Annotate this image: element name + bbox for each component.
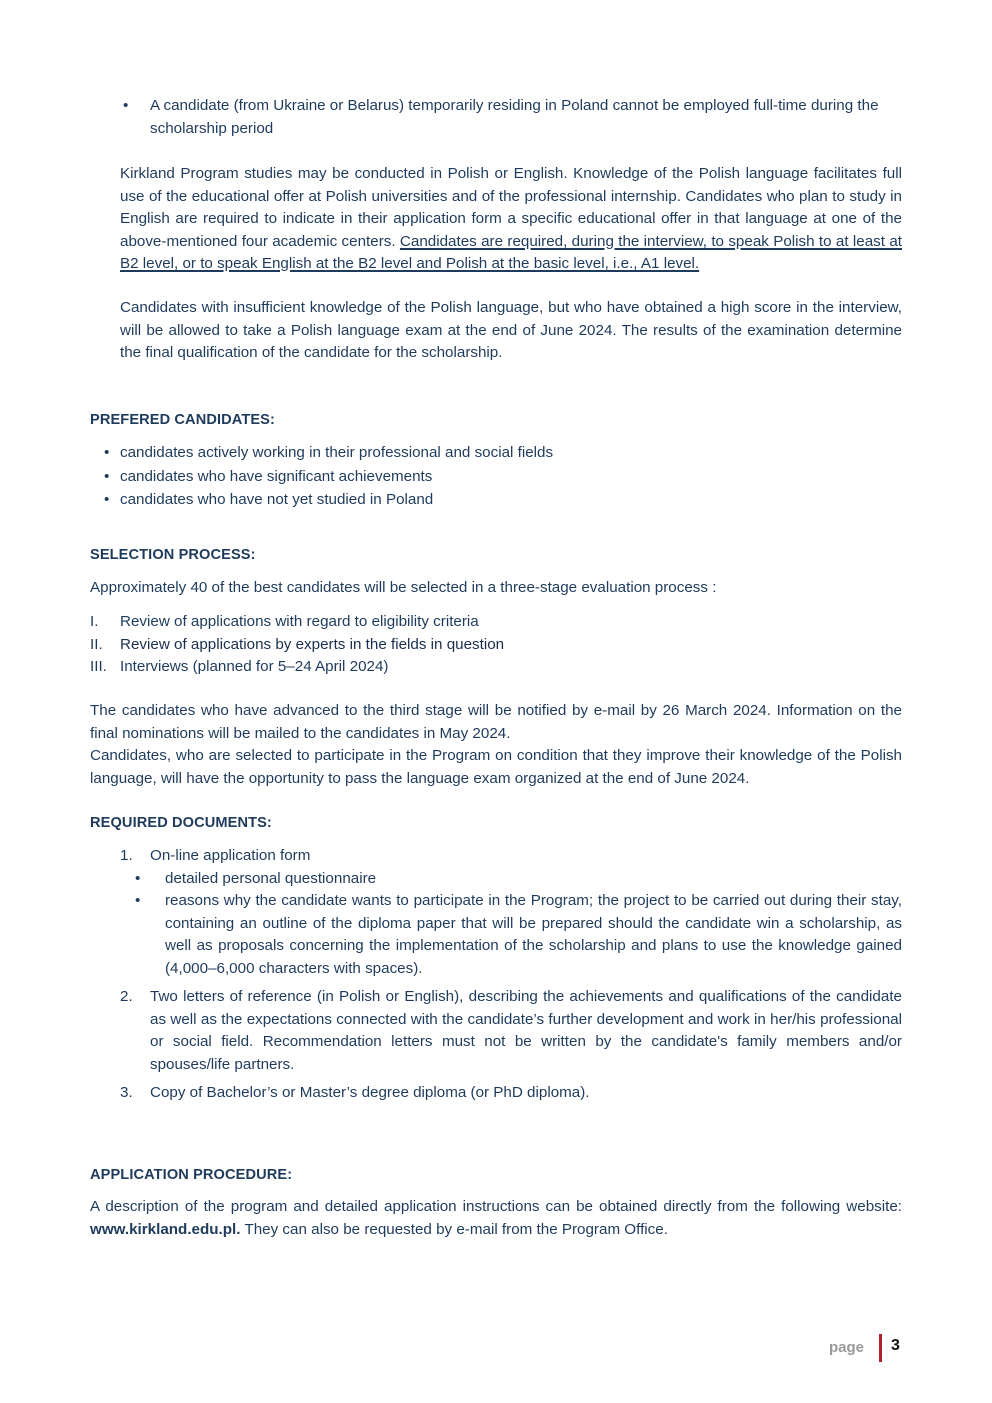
selection-intro: Approximately 40 of the best candidates will be selected in a three-stage evaluation process : xyxy=(90,579,717,596)
preferred-heading: PREFERED CANDIDATES: xyxy=(90,412,275,428)
language-paragraph xyxy=(120,163,902,276)
stage-item xyxy=(90,634,902,657)
stage-marker: I. xyxy=(90,613,99,630)
list-item xyxy=(90,489,902,512)
exam-paragraph: Candidates with insufficient knowledge of the Polish language, but who have obtained a high score in the interview, will be allowed to take a Polish language exam at the end of June 2024. The results of the examination determine the final qualification of the candidate for the scholarship. xyxy=(120,299,902,361)
item-number: 2. xyxy=(120,988,133,1005)
item-number: 1. xyxy=(120,847,133,864)
document-item xyxy=(120,986,902,1076)
selection-stages xyxy=(90,611,902,679)
sub-item-text: reasons why the candidate wants to participate in the Program; the project to be carried out during their stay, containing an outline of the diploma paper that will be prepared should the candidate win a scholarship, as well as proposals concerning the implementation of the scholarship and plans to use the knowledge gained (4,000–6,000 characters with spaces). xyxy=(165,892,902,977)
documents-list xyxy=(120,845,902,1105)
document-item xyxy=(120,845,902,868)
stage-item xyxy=(90,611,902,634)
website-link[interactable]: www.kirkland.edu.pl. xyxy=(90,1220,241,1238)
list-item xyxy=(90,466,902,489)
item-text: Copy of Bachelor’s or Master’s degree diploma (or PhD diploma). xyxy=(150,1084,590,1101)
selection-heading: SELECTION PROCESS: xyxy=(90,547,256,563)
notification-paragraph: The candidates who have advanced to the third stage will be notified by e-mail by 26 March 2024. Information on the final nominations will be mailed to the candidates in May 2024. xyxy=(90,702,902,742)
item-number: 3. xyxy=(120,1084,133,1101)
bullet-marker: • xyxy=(104,467,110,485)
list-item xyxy=(90,442,902,465)
stage-text: Review of applications by experts in the fields in question xyxy=(120,635,505,653)
conditional-paragraph: Candidates, who are selected to participate in the Program on condition that they improve their knowledge of the Polish language, will have the opportunity to pass the language exam organized at the end of June 2024. xyxy=(90,747,902,787)
bullet-marker: • xyxy=(123,97,129,114)
stage-item xyxy=(90,656,902,679)
stage-text: Interviews (planned for 5–24 April 2024) xyxy=(120,658,389,675)
page-divider xyxy=(879,1334,882,1362)
list-item-text: candidates actively working in their professional and social fields xyxy=(120,444,554,461)
stage-text: Review of applications with regard to eligibility criteria xyxy=(120,613,479,630)
list-item-text: candidates who have significant achievements xyxy=(120,467,433,485)
preferred-list xyxy=(90,442,902,512)
sub-list-item xyxy=(120,868,902,891)
list-item-text: candidates who have not yet studied in Poland xyxy=(120,491,434,508)
intro-bullet xyxy=(120,95,902,140)
stage-marker: II. xyxy=(90,635,103,653)
application-paragraph xyxy=(90,1196,902,1241)
sub-list-item xyxy=(120,890,902,980)
stage-marker: III. xyxy=(90,658,107,675)
bullet-marker: • xyxy=(104,444,110,461)
bullet-marker: • xyxy=(135,869,141,887)
bullet-marker: • xyxy=(135,892,141,909)
item-text: On-line application form xyxy=(150,847,311,864)
page-number: 3 xyxy=(891,1337,900,1354)
documents-heading: REQUIRED DOCUMENTS: xyxy=(90,815,272,831)
application-text: A description of the program and detailed application instructions can be obtained directly from the following website: xyxy=(90,1198,902,1215)
language-requirement-underlined: Candidates are required, during the interview, to speak Polish to at least at B2 level, or to speak English at the B2 level and Polish at the basic level, i.e., A1 level. xyxy=(120,232,903,272)
application-text-after: They can also be requested by e-mail from the Program Office. xyxy=(240,1220,668,1238)
bullet-marker: • xyxy=(104,491,110,508)
item-text: Two letters of reference (in Polish or English), describing the achievements and qualifications of the candidate as well as the expectations connected with the candidate’s further development and work in her/his professional or social field. Recommendation letters must not be written by the candidate's family members and/or spouses/life partners. xyxy=(150,988,902,1073)
page-label: page xyxy=(829,1339,865,1356)
sub-item-text: detailed personal questionnaire xyxy=(165,869,377,887)
application-heading: APPLICATION PROCEDURE: xyxy=(90,1167,293,1183)
language-text: Kirkland Program studies may be conducted in Polish or English. Knowledge of the Polish language facilitates full use of the educational offer at Polish universities and of the professional internship. Candidates who plan to study in English are required to indicate in their application form a specific educational offer in that language at one of the above-mentioned four academic centers. xyxy=(120,165,902,250)
document-item xyxy=(120,1082,902,1105)
intro-bullet-text: A candidate (from Ukraine or Belarus) temporarily residing in Poland cannot be employed full-time during the scholarship period xyxy=(150,97,879,137)
